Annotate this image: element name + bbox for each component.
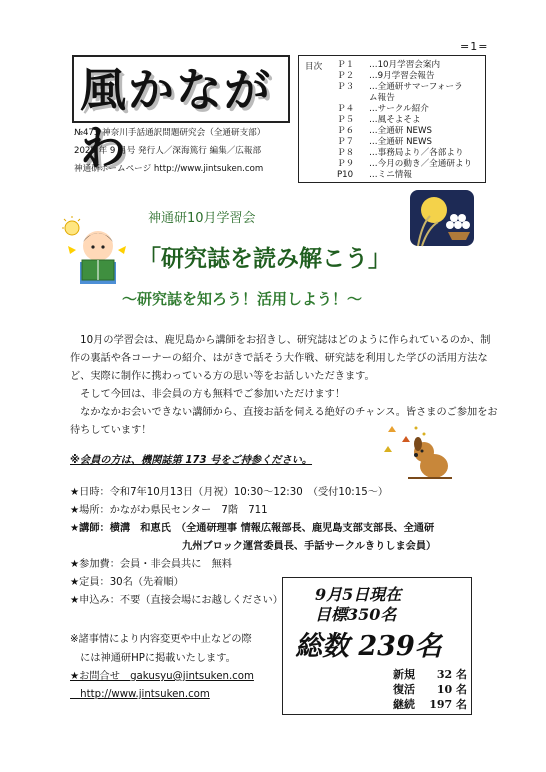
membership-count-box: [282, 577, 472, 715]
toc-title: …サークル紹介: [369, 104, 429, 114]
toc-item: [337, 159, 472, 170]
toc-heading: 目次: [305, 62, 323, 72]
toc-item: [337, 60, 440, 71]
membership-row-value: 10 名: [436, 683, 467, 696]
toc-page: Ｐ７: [337, 137, 355, 147]
toc-page: Ｐ９: [337, 159, 355, 169]
toc-page: Ｐ６: [337, 126, 355, 136]
toc-item: [337, 170, 412, 181]
website-line: 神通研ホームページ http://www.jintsuken.com: [74, 164, 264, 174]
body-paragraph-1: 10月の学習会は、鹿児島から講師をお招きし、研究誌はどのように作られているのか、制作の裏話や各コーナーの紹介、はがきで話そう大作戦、研究誌を利用した学びの活用方法など、実際に制作に携わっている方の思い等をお話しいただきます。: [70, 335, 491, 382]
article-subtitle: ～研究誌を知ろう！活用しよう！～: [122, 290, 363, 308]
contact-email[interactable]: ★お問合せ gakusyu@jintsuken.com: [70, 671, 254, 682]
toc-item: [337, 104, 429, 115]
toc-page: Ｐ１: [337, 60, 355, 70]
page-number: =1=: [460, 40, 489, 53]
event-detail: ★場所：かながわ県民センター 7階 711: [70, 505, 268, 516]
toc-page: P10: [337, 170, 354, 180]
toc-title: …全通研 NEWS: [369, 137, 432, 147]
membership-row: [393, 696, 467, 712]
toc-title: ム報告: [369, 93, 395, 103]
toc-item: [337, 137, 432, 148]
toc-item: [337, 126, 432, 137]
toc-page: Ｐ５: [337, 115, 355, 125]
toc-page: Ｐ２: [337, 71, 355, 81]
toc-item: [337, 82, 463, 93]
section-label: 神通研10月学習会: [148, 211, 256, 226]
membership-total: 総数 239名: [295, 631, 442, 662]
toc-title: …10月学習会案内: [369, 60, 441, 70]
toc-title: …全通研サマーフォーラ: [369, 82, 463, 92]
toc-item: [337, 93, 395, 104]
article-title: 「研究誌を読み解こう」: [138, 246, 391, 272]
boy-reading-illustration: [62, 216, 132, 290]
toc-item: [337, 148, 464, 159]
event-detail: ★参加費：会員・非会員共に 無料: [70, 559, 232, 570]
dog-autumn-illustration: [380, 422, 460, 484]
event-detail: ★申込み：不要（直接会場にお越しください）: [70, 595, 283, 606]
toc-item: [337, 71, 435, 82]
membership-row: [393, 681, 467, 697]
toc-title: …事務局より／各部より: [369, 148, 464, 158]
footnote-change: ※諸事情により内容変更や中止などの際: [70, 634, 252, 645]
membership-row-label: 継続: [393, 698, 415, 711]
event-detail: ★定員：30名（先着順）: [70, 577, 184, 588]
date-line: 2025 年 9 月号 発行人／深海篤行 編集／広報部: [74, 146, 262, 156]
membership-row-label: 新規: [393, 668, 415, 681]
table-of-contents: [298, 55, 486, 183]
event-detail: 九州ブロック運営委員長、手話サークルきりしま会員）: [70, 541, 437, 552]
toc-page: Ｐ３: [337, 82, 355, 92]
body-paragraph-3: なかなかお会いできない講師から、直接お話を伺える絶好のチャンス。皆さまのご参加をお待ちしています！: [70, 407, 498, 436]
toc-title: …風そよそよ: [369, 115, 421, 125]
member-notice: ※会員の方は、機関誌第 173 号をご持参ください。: [70, 455, 313, 466]
toc-title: …今月の動き／全通研より: [369, 159, 473, 169]
toc-title: …ミニ情報: [369, 170, 412, 180]
membership-goal: 目標350名: [315, 605, 397, 624]
membership-as-of: 9月5日現在: [315, 585, 402, 604]
membership-row: [393, 666, 467, 682]
moon-dango-illustration: [408, 188, 482, 250]
toc-title: …全通研 NEWS: [369, 126, 432, 136]
toc-page: Ｐ８: [337, 148, 355, 158]
event-detail: ★講師：横溝 和恵氏 （全通研理事 情報広報部長、鹿児島支部支部長、全通研: [70, 523, 435, 534]
membership-row-value: 32 名: [436, 668, 467, 681]
footnote-hp: には神通研HPに掲載いたします。: [70, 653, 236, 664]
contact-website-link[interactable]: http://www.jintsuken.com: [70, 689, 210, 700]
membership-row-label: 復活: [393, 683, 415, 696]
toc-item: [337, 115, 421, 126]
issue-line: №473 神奈川手話通訳問題研究会（全通研支部）: [74, 128, 266, 138]
membership-row-value: 197 名: [429, 698, 467, 711]
body-paragraph-2: そして今回は、非会員の方も無料でご参加いただけます！: [70, 389, 346, 400]
toc-page: Ｐ４: [337, 104, 355, 114]
toc-title: …9月学習会報告: [369, 71, 435, 81]
logo-text: 風かながわ: [80, 63, 272, 175]
event-detail: ★日時：令和7年10月13日（月祝）10:30～12:30 （受付10:15～）: [70, 487, 389, 498]
